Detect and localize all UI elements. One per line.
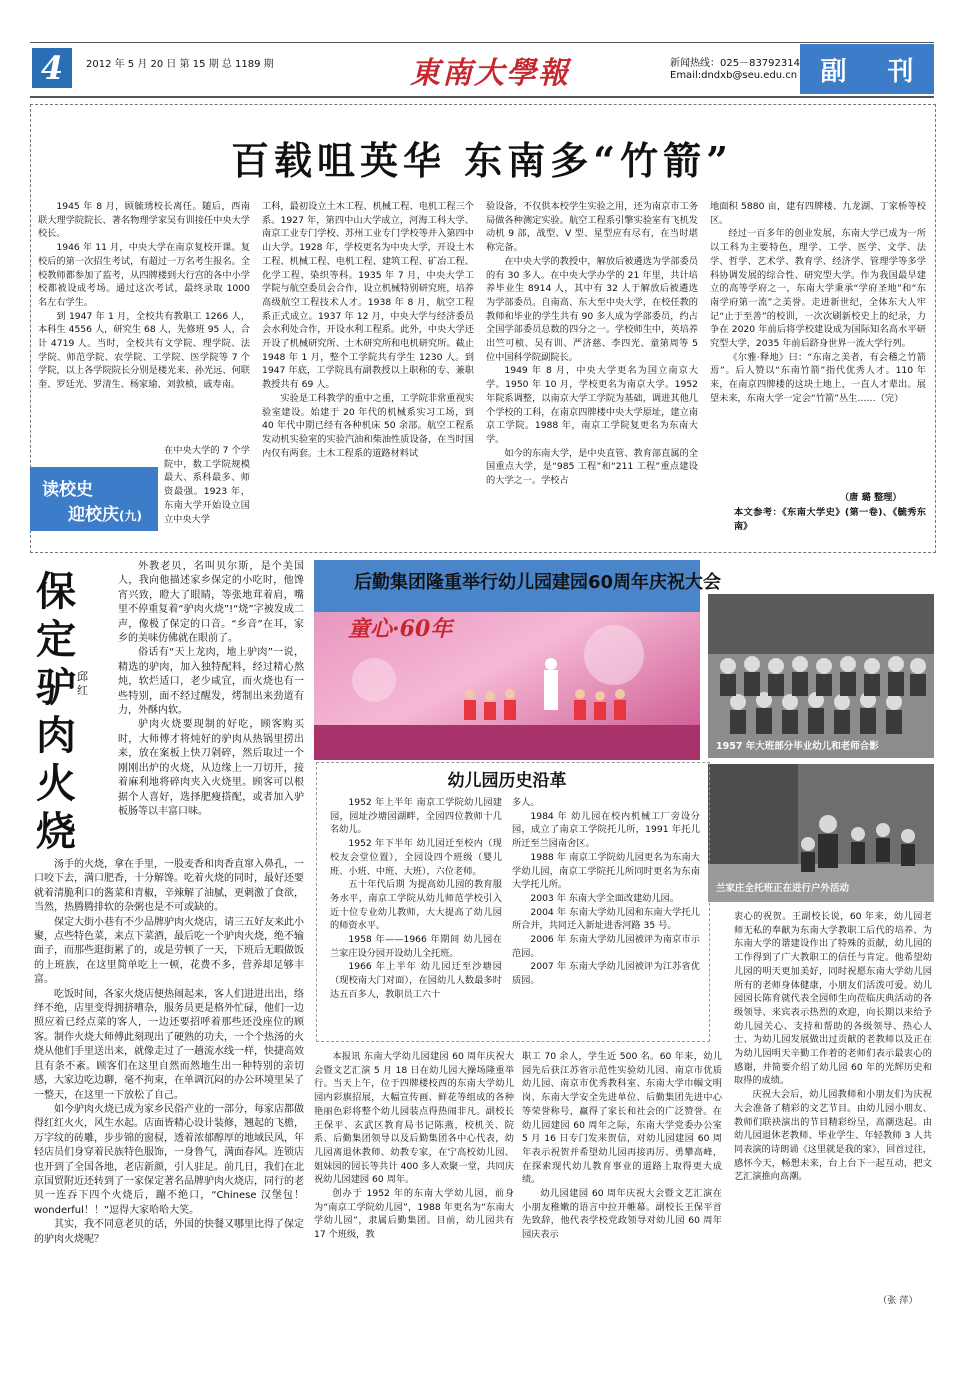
class-photo-1957 [708, 594, 934, 758]
kg-history-4: 1958 年——1966 年期间 幼儿园在兰家庄设分园开设幼儿全托班。 [330, 934, 502, 959]
kg-history-11: 2006 年 东南大学幼儿园被评为南京市示范园。 [512, 934, 700, 959]
contact-email: Email:dndxb@seu.edu.cn [670, 70, 798, 81]
donkey-col-top [118, 560, 304, 856]
history-col1-p3: 到 1947 年 1 月，全校共有教职工 1266 人，本科生 4556 人，研究生 68 人，先修班 95 人，合计 4719 人。当时，全校共有文学院、理学院、法学院、师范学院、农学院、工学院、医学院等 7 个学院，以上各学院院长分别是楼光来、孙光远、何联奎、罗廷光、罗清生、杨家瑜、刘敦桢，戚寿南。 [38, 310, 250, 391]
kindergarten-report-col-3 [734, 910, 932, 1294]
history-col3-p2: 在中央大学的教授中，解放后被遴选为学部委员的有 30 多人。在中央大学办学的 21 年里，共计培养毕业生 8914 人，其中有 32 人于解放后被遴选为学部委员。自南高、东大至中央大学，在校任教的教师和毕业的学生共有 90 多人成为学部委员，约占全国学部委员总数的四分之一。学校师生中，英培养出竺可桢、吴有训、严济慈、李四光、童第周等 5 位中国科学院副院长。 [486, 255, 698, 363]
donkey-p3: 驴肉火烧要现制的好吃，顾客购买时，大师傅才将炖好的驴肉从热锅里捞出来，放在案板上快刀剁碎，然后取过一个刚刚出炉的火烧，从边缘上一刀切开，接着麻利地将碎肉夹入火烧里。顾客可以根据个人喜好，选择肥瘦搭配，或者加入驴板肠等以丰富口味。 [118, 719, 304, 817]
kg-report-p4: 幼儿园建园 60 周年庆祝大会暨文艺汇演在小朋友稚嫩的语言中拉开帷幕。副校长王保平首先致辞，他代表学校党政领导对幼儿园 60 周年园庆表示 [522, 1188, 722, 1241]
history-col-4 [710, 200, 926, 490]
history-col4-p3: 《尔雅·释地》曰：“东南之美者，有会稽之竹箭焉”。后人赞以“东南竹箭”指代优秀人才。110 年来，在南京四牌楼的这块土地上，一直人才辈出。展望未来，东南大学一定会“竹箭”丛生……（完） [710, 351, 926, 404]
issue-info: 2012 年 5 月 20 日 第 15 期 总 1189 期 [86, 59, 274, 70]
history-col-1 [38, 200, 250, 472]
kg-history-2: 1952 年下半年 幼儿园迁至校内（现校友会堂位置），全园设四个班级（婴儿班、小班、中班、大班），六位老师。 [330, 838, 502, 877]
kg-history-1: 1952 年上半年 南京工学院幼儿园建园，园址沙塘园湖畔，全园四位教师十几名幼儿。 [330, 797, 502, 836]
kg-history-8: 1988 年 南京工学院幼儿园更名为东南大学幼儿园，南京工学院托儿所同时更名为东南大学托儿所。 [512, 851, 700, 891]
history-reference: 本文参考：《东南大学史》(第一卷)、《毓秀东南》 [734, 507, 926, 532]
kindergarten-report-col-2 [522, 1050, 722, 1310]
history-col2-p1: 工科，最初设立土木工程、机械工程、电机工程三个系。1927 年，第四中山大学成立，河海工科大学、南京工业专门学校、苏州工业专门学校等并入第四中山大学。1928 年，学校更名为中央大学，开设土木工程、机械工程、电机工程、建筑工程、矿冶工程、化学工程、染织等科。1935 年 7 月，中央大学工学院与航空委员会合作，设立机械特别研究班，培养高级航空工程技术人才。1938 年 8 月，航空工程系正式成立。1937 年 12 月，中央大学与经济委员会水利处合作，开设水利工程系。此外，中央大学还开设了机械研究所、土木研究所和电机研究所。截止 1948 年 1 月，整个工学院共有学生 1230 人。到 1947 年底，工学院具有副教授以上职称的专、兼职教授共有 69 人。 [262, 201, 474, 391]
section-badge [800, 44, 934, 94]
donkey-p5: 保定大街小巷有不少品牌驴肉火烧店，请三五好友来此小聚，点些特色菜，来点下菜酒，最后吃一个驴肉火烧，绝不输面子，而那些逛街累了的，或是劳顿了一天，下班后无暇做饭的上班族，在这里简单吃上一顿，花费不多，营养却足够丰富。 [34, 916, 304, 986]
history-col2-p2: 实验是工科教学的重中之重，工学院非常重视实验室建设。始建于 20 年代的机械系实习工场，到 40 年代中期已经有各种机床 50 余部。航空工程系发动机实验室的实验汽油和柴油性质设备，在当时国内仅有两套。土木工程系的道路材料试 [262, 392, 474, 459]
donkey-p4: 汤手的火烧，拿在手里，一股麦香和肉香直窜入鼻孔，一口咬下去，满口肥香，十分解馋。吃着火烧的同时，最好还要就着清脆利口的酱菜和青椒，辛辣解了油腻，更刺激了食欲，当然，热腾腾排软的杂粥也是不可或缺的。 [34, 859, 304, 914]
kg-report-p5: 衷心的祝贺。王副校长说，60 年来，幼儿园老师无私的奉献为东南大学教职工后代的培养、为东南大学的谐建设作出了特殊的贡献，幼儿园的工作得到了广大教职工的信任与肯定。他希望幼儿园的明天更加美好，同时祝愿东南大学幼儿园所有的老师身体健康，小朋友们活泼可爱。幼儿园园长陈育就代表全园师生向莅临庆典活动的各级领导、来宾表示热烈的欢迎，向长期以来给予幼儿园关心、支持和帮助的各级领导、热心人士、为幼儿园发展做出过贡献的老教师以及正在为幼儿园明天辛勤工作着的老师们表示最衷心的感谢，并简要介绍了幼儿园 60 年的光辉历史和取得的成绩。 [734, 911, 932, 1087]
donkey-p6: 吃饭时间，各家火烧店便热闹起来，客人们进进出出，络绎不绝，店里变得拥挤嘈杂，服务员更是格外忙碌，他们一边照应着已经点菜的客人，一边还要招呼着那些还没座位的顾客。制作火烧大师傅此刻现出了硬熟的功夫，一个个热汤的火烧从他们手里送出来，就像走过了一趟流水线一样，快捷高效且有条不紊。顾客们在这里自然而然地生出一种特别的亲切感，大家边吃边聊，毫不拘束，在单调沉闷的办公环境里呆了一整天，在这里一下放松了自己。 [34, 988, 304, 1101]
column-label-line-2 [68, 500, 142, 525]
history-col4-p2: 经过一百多年的创业发展，东南大学已成为一所以工科为主要特色，理学、工学、医学、文学、法学、哲学、艺术学、教育学、经济学、管理学等多学科协调发展的综合性、研究型大学。作为我国最早建立的高等学府之一，东南大学秉承“学府圣地”和“东南学府第一流”之美誉。走进新世纪，全体东大人牢记“止于至善”的校训，一次次刷新校史上的纪录，力争在 2020 年前后将学校建设成为国际知名高水平研究型大学，2035 年前后跻身世界一流大学行列。 [710, 228, 926, 350]
column-label-line-1: 读校史 [42, 480, 93, 500]
kg-history-6: 多人。 [512, 797, 540, 808]
kindergarten-history-title: 幼儿园历史沿革 [447, 771, 567, 791]
donkey-article-title: 保定驴肉火烧 [36, 568, 76, 855]
kg-report-p2: 创办于 1952 年的东南大学幼儿园，前身为“南京工学院幼儿园”，1988 年更名为“东南大学幼儿园”，隶属后勤集团。目前，幼儿园共有 17 个班级，教 [314, 1188, 514, 1241]
masthead-logo: 東南大學報 [410, 56, 570, 91]
history-col3-p1: 验设备，不仅供本校学生实验之用，还为南京市工务局做各种测定实验。航空工程系引擎实验室有飞机发动机 9 部，战型、V 型、星型应有尽有，在当时堪称完备。 [486, 201, 698, 254]
kg-history-9: 2003 年 东南大学全面改建幼儿园。 [530, 892, 680, 904]
history-col3-p4: 如今的东南大学，是中央直管、教育部直属的全国重点大学，是“985 工程”和“211 工程”重点建设的大学之一。学校占 [486, 447, 698, 487]
section-char-1: 副 [820, 56, 847, 87]
kindergarten-report-byline: （张 萍） [878, 1295, 918, 1306]
history-col-2 [262, 200, 474, 540]
history-col1-p1: 1945 年 8 月，顾毓琇校长离任。随后，西南联大理学院院长、著名物理学家吴有训接任中央大学校长。 [38, 201, 250, 240]
donkey-p7: 如今驴肉火烧已成为家乡民俗产业的一部分，每家店都做得红红火火，风生水起。店面皆精心设计装修，翘起的飞檐，万字纹的砖雕，步步锦的窗棂，透着浓郁醇厚的地域民风，年轻店员们身穿着民族特色服饰，一身鲁气，满面春风。连锁店也开到了全国各地，老店新颜，引人驻足。前几日，我们在北京国贸附近还转到了一家保定著名品牌驴肉火烧店，同行的老贝一连吞下四个火烧后，蹦不绝口，“Chinese 汉堡包！wonderful！！”逗得大家哈哈大笑。 [34, 1103, 304, 1216]
kindergarten-report-col-1 [314, 1050, 514, 1310]
history-col4-p1: 地面积 5880 亩，建有四牌楼、九龙湖、丁家桥等校区。 [710, 201, 926, 226]
donkey-p8: 其实，我不同意老贝的话，外国的快餐又哪里比得了保定的驴肉火烧呢？ [34, 1219, 304, 1245]
outdoor-activity-photo [708, 764, 934, 902]
header-top-rule [30, 42, 934, 43]
history-col1-p4: 在中央大学的 7 个学院中，数工学院规模最大、系科最多、师资最强。1923 年，东南大学开始设立国立中央大学 [164, 445, 250, 525]
kg-history-7: 1984 年 幼儿园在校内机械工厂旁设分园，成立了南京工学院托儿所，1991 年托儿所迁至兰园南舍区。 [512, 810, 700, 850]
history-col3-p3: 1949 年 8 月，中央大学更名为国立南京大学。1950 年 10 月，学校更名为南京大学。1952 年院系调整，以南京大学工学院为基础，调进其他几个学校的工科，在南京四牌楼中央大学原址，建立南京工学院。1988 年，南京工学院复更名为东南大学。 [486, 365, 698, 445]
celebration-banner: 后勤集团隆重举行幼儿园建园60周年庆祝大会 [354, 572, 722, 593]
section-char-2: 刊 [887, 56, 914, 87]
kg-history-12: 2007 年 东南大学幼儿园被评为江苏省优质园。 [512, 961, 700, 987]
photo-caption-outdoor: 兰家庄全托班正在进行户外活动 [716, 883, 850, 894]
history-byline: （唐 璐 整理） [840, 492, 902, 503]
stage-sign: 童心·60年 [348, 616, 453, 642]
page-number: 4 [32, 48, 72, 88]
news-hotline: 新闻热线：025－83792314 [670, 58, 800, 69]
class-photo-illustration [708, 594, 934, 758]
kg-history-3: 五十年代后期 为提高幼儿园的教育服务水平，南京工学院从幼儿师范学校引入近十位专业幼儿教师，大大提高了幼儿园的师资水平。 [330, 879, 502, 932]
donkey-p2: 俗话有“天上龙肉，地上驴肉”一说，精选的驴肉，加入独特配料，经过精心熬炖，软烂适口，老少咸宜，而火烧也有一些特别，面不经过醒发，烤制出来劲道有力，外酥内软。 [118, 647, 304, 717]
kg-report-p6: 庆祝大会后，幼儿园教师和小朋友们为庆祝大会准备了精彩的文艺节目。由幼儿园小朋友、教师们联袂演出的节目精彩纷呈，高潮迭起。由幼儿园退休老教师、毕业学生、年轻教师 3 人共同表演的诗朗诵《这里就是我的家》，回首过往，感怀今天，畅想未来，台上台下一起互动，把文艺汇演推向高潮。 [734, 1089, 932, 1183]
history-col-3 [486, 200, 698, 540]
donkey-p1: 外教老贝，名叫贝尔斯，是个美国人，我向他描述家乡保定的小吃时，他馋宵兴致，瞪大了眼睛，等张地茸着肩，嘴里不停重复着“驴肉火烧”!“烧”字被发成二声，像极了保定的口音。“乡音”在耳，家乡的美味仿佛就在眼前了。 [118, 561, 304, 645]
donkey-col-bottom [34, 858, 304, 1308]
kg-report-p1: 本报讯 东南大学幼儿园建园 60 周年庆祝大会暨文艺汇演 5 月 18 日在幼儿园大操场隆重举行。当天上午，位于四牌楼校西的东南大学幼儿园内彩旗招展，大幅宣传画、鲜花等组成的各种艳丽色彩将整个幼儿园装点得热闹非凡。副校长王保平、玄武区教育局书记陈燕，校机关、院系、后勤集团领导以及后勤集团各中心代表，幼儿园离退休教师、幼教专家，在宁高校幼儿园、姐妹园的园长等共计 400 多人欢聚一堂，共同庆祝幼儿园建园 60 周年。 [314, 1051, 514, 1186]
kg-history-10: 2004 年 东南大学幼儿园和东南大学托儿所合并，共同迁入新址进香河路 35 号。 [512, 906, 700, 932]
kg-report-p3: 职工 70 余人，学生近 500 名。60 年来，幼儿园先后获江苏省示范性实验幼儿园、南京市优质幼儿园、南京市优秀教科室、东南大学巾帼文明岗、东南大学安全先进单位、后勤集团先进中心等荣誉称号，赢得了家长和社会的广泛赞誉。在幼儿园建园 60 周年之际，东南大学党委办公室 5 月 16 日专门发来贺信，对幼儿园建园 60 周年表示祝贺并希望幼儿园再接再厉、勇攀高峰，在探索现代幼儿教育事业的道路上取得更大成绩。 [522, 1051, 722, 1186]
kg-history-5: 1966 年上半年 幼儿园迁至沙塘园（现校南大门对面），在园幼儿人数最多时达五百多人，教职员工六十 [330, 961, 502, 1000]
history-col-1b [164, 444, 250, 538]
main-headline: 百载咀英华 东南多“竹箭” [231, 138, 733, 183]
donkey-article-author: 邱红 [77, 670, 88, 697]
header-bottom-rule [30, 96, 934, 98]
kindergarten-history-frame [316, 762, 710, 1042]
history-col1-p2: 1946 年 11 月，中央大学在南京复校开课。复校后的第一次招生考试，有超过一万名考生报名。全校教师都参加了监考，从四牌楼到大行宫的各中小学校都被设成考场。通过这次考试，最终录取 1000 名左右学生。 [38, 242, 250, 308]
column-label-text: 迎校庆 [68, 505, 119, 525]
column-label-box [30, 467, 158, 531]
column-label-num: (九) [119, 509, 142, 523]
photo-caption-1957: 1957 年大班部分毕业幼儿和老师合影 [716, 741, 879, 752]
